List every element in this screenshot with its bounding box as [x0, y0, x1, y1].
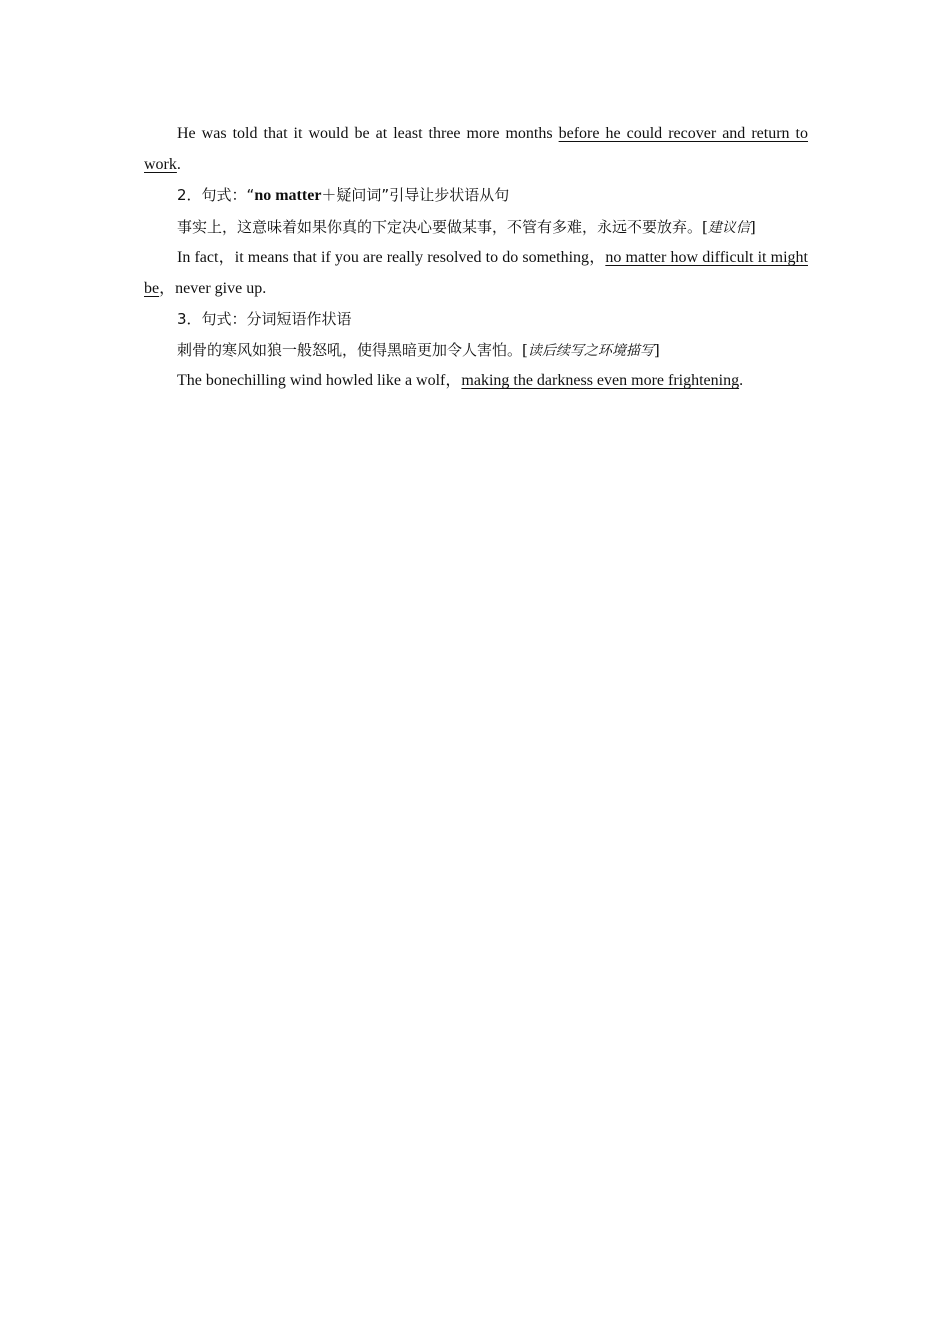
- bracket-close: ]: [749, 217, 756, 236]
- heading-number: 3．: [177, 310, 202, 328]
- sentence-text: The bonechilling wind howled like a wolf，: [177, 372, 462, 389]
- bracket-close: ]: [653, 340, 660, 359]
- section-heading-3: [144, 304, 808, 335]
- example-sentence-cn-3: [144, 335, 808, 367]
- sentence-end: ，never give up.: [159, 279, 267, 297]
- example-sentence-en-2: [144, 243, 808, 304]
- underlined-answer: before he could recover and return to work: [144, 125, 809, 173]
- heading-keyword: no matter: [254, 187, 322, 204]
- underlined-answer: making the darkness even more frightening: [461, 372, 740, 389]
- sentence-end: .: [739, 372, 744, 389]
- chinese-text: 刺骨的寒风如狼一般怒吼，使得黑暗更加令人害怕。[: [177, 340, 528, 359]
- heading-prefix: 句式：“: [201, 186, 255, 204]
- underlined-answer: no matter how difficult it might be: [144, 249, 808, 297]
- heading-suffix: ＋疑问词”引导让步状语从句: [321, 186, 510, 204]
- sentence-text: In fact，it means that if you are really resolved to do something，: [177, 249, 606, 266]
- sentence-text: He was told that it would be at least three more months: [177, 125, 559, 142]
- example-sentence-cn-2: [144, 212, 808, 244]
- heading-text: 句式：分词短语作状语: [201, 310, 352, 328]
- example-sentence-en-1: [144, 119, 808, 180]
- chinese-text: 事实上，这意味着如果你真的下定决心要做某事，不管有多难，永远不要放弃。[: [177, 217, 708, 236]
- example-sentence-en-3: [144, 366, 808, 397]
- document-page: [144, 119, 808, 397]
- heading-number: 2．: [177, 186, 202, 204]
- source-tag: 建议信: [707, 219, 750, 236]
- source-tag: 读后续写之环境描写: [527, 342, 654, 359]
- sentence-end: .: [176, 155, 181, 173]
- section-heading-2: [144, 180, 808, 212]
